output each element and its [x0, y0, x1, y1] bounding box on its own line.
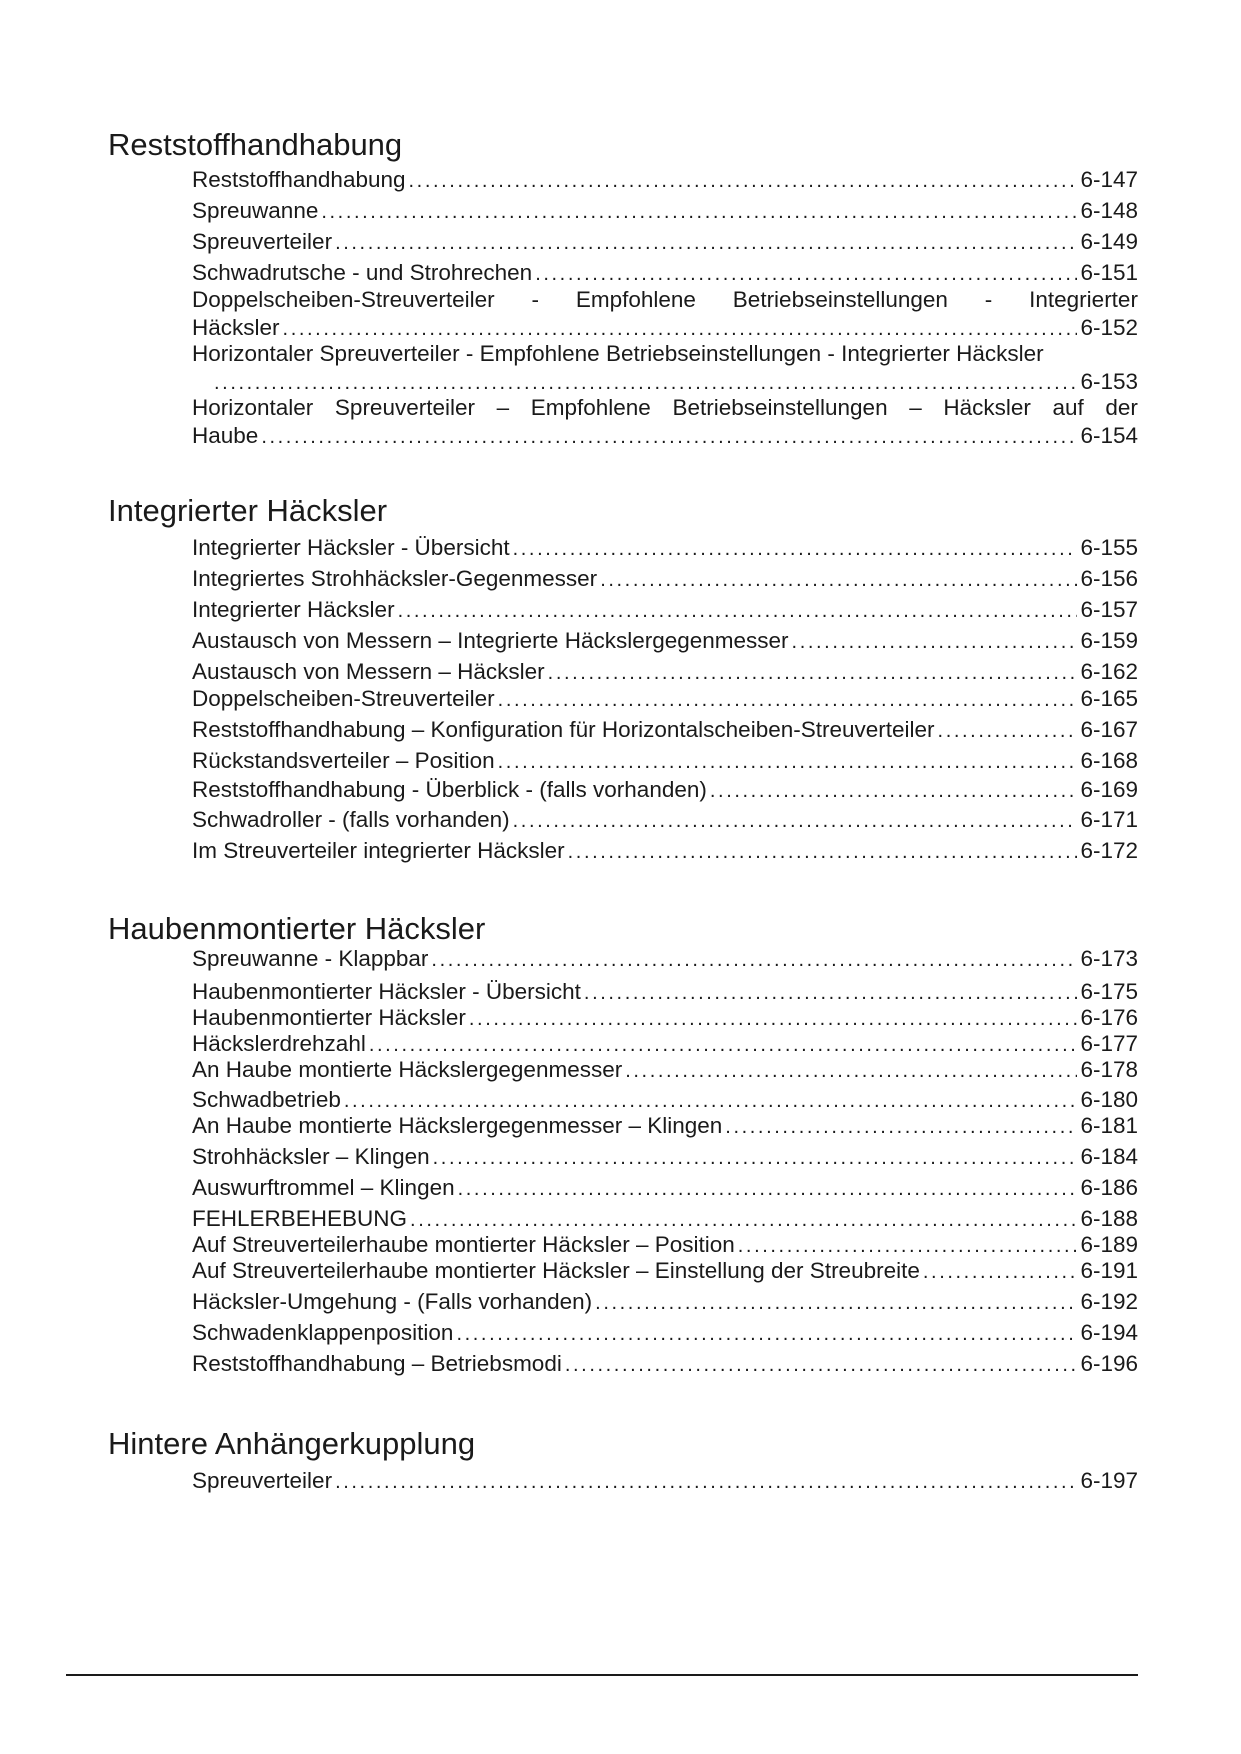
- toc-word: auf: [1052, 395, 1084, 420]
- dot-leader: [584, 979, 1078, 1007]
- toc-entry[interactable]: [192, 1205, 1138, 1233]
- toc-page: 6-162: [1080, 659, 1138, 684]
- toc-page: 6-171: [1080, 807, 1138, 832]
- toc-label: Auswurftrommel – Klingen: [192, 1175, 455, 1200]
- toc-word: Empfohlene: [530, 395, 651, 420]
- toc-label: Strohhäcksler – Klingen: [192, 1144, 430, 1169]
- toc-page: 6-191: [1080, 1258, 1138, 1283]
- section-title: Integrierter Häcksler: [108, 493, 388, 528]
- toc-page: 6-189: [1080, 1232, 1138, 1257]
- toc-page: 6-154: [1080, 423, 1138, 448]
- toc-entry[interactable]: [192, 228, 1138, 256]
- toc-page: 6-148: [1080, 198, 1138, 223]
- toc-entry[interactable]: [192, 259, 1138, 287]
- toc-label: Rückstandsverteiler – Position: [192, 748, 495, 773]
- toc-entry[interactable]: [192, 837, 1138, 865]
- toc-entry[interactable]: [192, 776, 1138, 804]
- toc-page: 6-165: [1080, 686, 1138, 711]
- toc-label: Häcksler-Umgehung - (Falls vorhanden): [192, 1289, 593, 1314]
- toc-label: Haube: [192, 423, 259, 448]
- toc-label: Häckslerdrehzahl: [192, 1031, 366, 1056]
- toc-page: 6-152: [1080, 315, 1138, 340]
- toc-page: 6-155: [1080, 535, 1138, 560]
- toc-page: 6-175: [1080, 979, 1138, 1004]
- toc-entry[interactable]: [192, 596, 1138, 624]
- toc-entry[interactable]: [192, 197, 1138, 225]
- toc-page: 6-176: [1080, 1005, 1138, 1030]
- toc-word: der: [1105, 395, 1138, 420]
- toc-word: Betriebseinstellungen: [672, 395, 888, 420]
- dot-leader: [938, 717, 1078, 745]
- toc-entry[interactable]: [192, 1004, 1138, 1032]
- toc-page: 6-197: [1080, 1468, 1138, 1493]
- dot-leader: [513, 807, 1078, 835]
- toc-label: Horizontaler Spreuverteiler - Empfohlene Betriebseinstellungen - Integrierter Häcksler: [192, 341, 1044, 366]
- toc-entry[interactable]: [192, 1467, 1138, 1495]
- dot-leader: [335, 1468, 1077, 1496]
- toc-entry[interactable]: [192, 716, 1138, 744]
- toc-entry[interactable]: [192, 1112, 1138, 1140]
- toc-entry[interactable]: [192, 1056, 1138, 1084]
- dot-leader: [725, 1113, 1077, 1141]
- dot-leader: [513, 535, 1078, 563]
- toc-page: 6-172: [1080, 838, 1138, 863]
- toc-page: 6-178: [1080, 1057, 1138, 1082]
- toc-label: Integrierter Häcksler - Übersicht: [192, 535, 510, 560]
- dot-leader: [469, 1005, 1078, 1033]
- dot-leader: [568, 838, 1078, 866]
- toc-page: 6-153: [1080, 369, 1138, 394]
- toc-entry[interactable]: [192, 565, 1138, 593]
- dot-leader: [498, 686, 1078, 714]
- toc-entry[interactable]: [192, 978, 1138, 1006]
- toc-entry[interactable]: [192, 1231, 1138, 1259]
- toc-page: 6-151: [1080, 260, 1138, 285]
- toc-page: 6-147: [1080, 167, 1138, 192]
- toc-label: Auf Streuverteilerhaube montierter Häcksler – Position: [192, 1232, 735, 1257]
- toc-word: Integrierter: [1029, 287, 1138, 312]
- toc-label: Reststoffhandhabung - Überblick - (falls vorhanden): [192, 777, 707, 802]
- dot-leader: [409, 167, 1078, 195]
- toc-word: Spreuverteiler: [334, 395, 475, 420]
- dot-leader: [261, 423, 1077, 451]
- toc-entry[interactable]: [192, 806, 1138, 834]
- footer-rule: [66, 1674, 1138, 1676]
- toc-entry[interactable]: [192, 1143, 1138, 1171]
- dot-leader: [792, 628, 1078, 656]
- toc-entry[interactable]: [192, 1257, 1138, 1285]
- dot-leader: [398, 597, 1078, 625]
- toc-page: 6-167: [1080, 717, 1138, 742]
- toc-word: -: [531, 287, 540, 312]
- toc-label: Spreuverteiler: [192, 229, 333, 254]
- dot-leader: [214, 369, 1077, 397]
- toc-page: 6-159: [1080, 628, 1138, 653]
- toc-label: An Haube montierte Häckslergegenmesser: [192, 1057, 623, 1082]
- toc-page: 6-168: [1080, 748, 1138, 773]
- toc-label: Häcksler: [192, 315, 280, 340]
- dot-leader: [321, 198, 1077, 226]
- toc-label: Schwadenklappenposition: [192, 1320, 454, 1345]
- toc-label: Haubenmontierter Häcksler - Übersicht: [192, 979, 581, 1004]
- toc-page: 6-169: [1080, 777, 1138, 802]
- dot-leader: [595, 1289, 1077, 1317]
- toc-page: 6-180: [1080, 1087, 1138, 1112]
- dot-leader: [335, 229, 1077, 257]
- toc-label: Integrierter Häcksler: [192, 597, 395, 622]
- dot-leader: [456, 1320, 1077, 1348]
- toc-word: –: [909, 395, 922, 420]
- toc-label: Schwadbetrieb: [192, 1087, 341, 1112]
- toc-word: Doppelscheiben-Streuverteiler: [192, 287, 495, 312]
- toc-label: Schwadrutsche - und Strohrechen: [192, 260, 533, 285]
- section-title: Haubenmontierter Häcksler: [108, 911, 486, 946]
- toc-page: 6-149: [1080, 229, 1138, 254]
- dot-leader: [710, 777, 1078, 805]
- toc-entry[interactable]: [192, 286, 1138, 342]
- toc-page: 6-196: [1080, 1351, 1138, 1376]
- toc-entry[interactable]: [192, 945, 1138, 973]
- toc-word: -: [984, 287, 993, 312]
- toc-label: Haubenmontierter Häcksler: [192, 1005, 466, 1030]
- toc-entry[interactable]: [192, 1174, 1138, 1202]
- toc-entry[interactable]: [192, 534, 1138, 562]
- toc-label: Austausch von Messern – Häcksler: [192, 659, 545, 684]
- toc-page: 6-192: [1080, 1289, 1138, 1314]
- toc-entry[interactable]: [192, 1030, 1138, 1058]
- toc-label: FEHLERBEHEBUNG: [192, 1206, 408, 1231]
- toc-label: Auf Streuverteilerhaube montierter Häcksler – Einstellung der Streubreite: [192, 1258, 920, 1283]
- toc-entry[interactable]: [192, 1086, 1138, 1114]
- toc-label: Doppelscheiben-Streuverteiler: [192, 686, 495, 711]
- toc-page: 6-156: [1080, 566, 1138, 591]
- toc-entry[interactable]: [192, 1288, 1138, 1316]
- dot-leader: [431, 946, 1077, 974]
- toc-entry[interactable]: [192, 166, 1138, 194]
- dot-leader: [600, 566, 1077, 594]
- dot-leader: [625, 1057, 1077, 1085]
- toc-label: Integriertes Strohhäcksler-Gegenmesser: [192, 566, 598, 591]
- toc-entry[interactable]: [192, 1319, 1138, 1347]
- toc-label: Austausch von Messern – Integrierte Häckslergegenmesser: [192, 628, 789, 653]
- dot-leader: [433, 1144, 1078, 1172]
- section-title: Hintere Anhängerkupplung: [108, 1426, 476, 1461]
- toc-label: Spreuwanne - Klappbar: [192, 946, 429, 971]
- toc-page: 6-184: [1080, 1144, 1138, 1169]
- toc-page: 6-173: [1080, 946, 1138, 971]
- toc-word: Horizontaler: [192, 395, 314, 420]
- dot-leader: [369, 1031, 1078, 1059]
- toc-page: 6-194: [1080, 1320, 1138, 1345]
- section-title: Reststoffhandhabung: [108, 127, 403, 162]
- toc-label: Spreuverteiler: [192, 1468, 333, 1493]
- toc-entry[interactable]: [192, 340, 1138, 396]
- toc-word: Betriebseinstellungen: [732, 287, 948, 312]
- toc-entry[interactable]: [192, 1350, 1138, 1378]
- toc-word: –: [496, 395, 510, 420]
- dot-leader: [410, 1206, 1077, 1234]
- dot-leader: [498, 748, 1078, 776]
- dot-leader: [458, 1175, 1078, 1203]
- toc-word: Häcksler: [943, 395, 1031, 420]
- toc-label: Im Streuverteiler integrierter Häcksler: [192, 838, 565, 863]
- toc-word: Empfohlene: [575, 287, 696, 312]
- dot-leader: [548, 659, 1078, 687]
- toc-page: 6-177: [1080, 1031, 1138, 1056]
- toc-entry[interactable]: [192, 747, 1138, 775]
- toc-label: An Haube montierte Häckslergegenmesser – Klingen: [192, 1113, 723, 1138]
- toc-page: 6-157: [1080, 597, 1138, 622]
- dot-leader: [283, 315, 1078, 343]
- toc-entry[interactable]: [192, 394, 1138, 450]
- toc-page: 6-186: [1080, 1175, 1138, 1200]
- toc-label: Reststoffhandhabung: [192, 167, 406, 192]
- toc-entry[interactable]: [192, 685, 1138, 713]
- dot-leader: [535, 260, 1077, 288]
- toc-label: Schwadroller - (falls vorhanden): [192, 807, 510, 832]
- dot-leader: [565, 1351, 1078, 1379]
- toc-page: 6-181: [1080, 1113, 1138, 1138]
- dot-leader: [923, 1258, 1078, 1286]
- toc-label: Reststoffhandhabung – Konfiguration für Horizontalscheiben-Streuverteiler: [192, 717, 935, 742]
- dot-leader: [344, 1087, 1078, 1115]
- toc-label: Spreuwanne: [192, 198, 319, 223]
- toc-label: Reststoffhandhabung – Betriebsmodi: [192, 1351, 562, 1376]
- toc-page: 6-188: [1080, 1206, 1138, 1231]
- dot-leader: [738, 1232, 1078, 1260]
- toc-entry[interactable]: [192, 658, 1138, 686]
- toc-entry[interactable]: [192, 627, 1138, 655]
